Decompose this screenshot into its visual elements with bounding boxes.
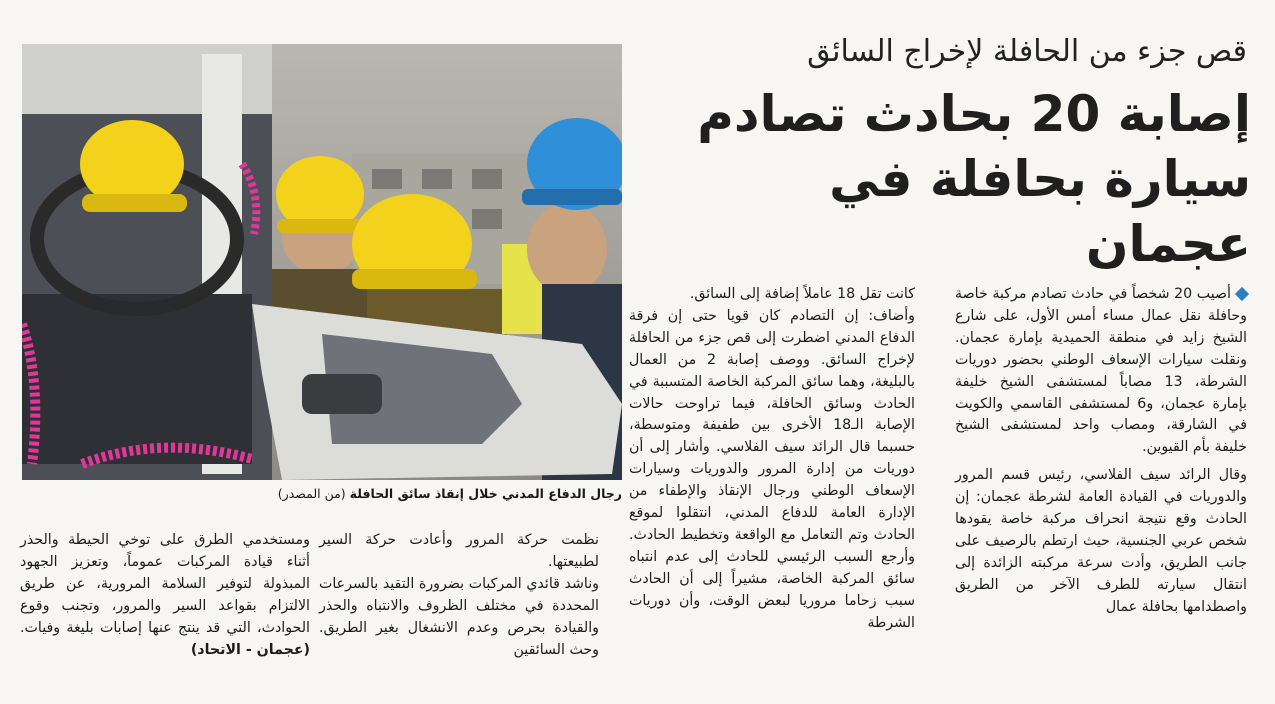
photo-caption [22,486,622,501]
column-1-paragraph-1 [955,284,1247,459]
article-headline [691,82,1251,277]
article-signature: (عجمان - الاتحاد) [190,641,310,658]
blue-diamond-icon [1235,287,1249,301]
column-4-paragraph-1 [20,530,310,661]
column-2-paragraph-2: وأضاف: إن التصادم كان قويا حتى إن فرقة الدفاع المدني اضطرت إلى قص جزء من الحافلة لإخراج السائق. ووصف إصابة 2 من العمال بالبليغة، وهما سائق المركبة الخاصة المتسببة في الحادث وسائق الحافلة، فيما تراوحت حالات الإصابة الـ18 الأخرى بين طفيفة ومتوسطة، حسبما قال الرائد سيف الفلاسي. وأشار إلى أن دوريات من إدارة المرور والدوريات وسيارات الإسعاف الوطني ورجال الإنقاذ والإطفاء من الإدارة العامة للدفاع المدني، انتقلوا لموقع الحادث وتم التعامل مع الواقعة وتخطيط الحادث. وأرجع السبب الرئيسي للحادث إلى عدم انتباه سائق المركبة الخاصة، مشيراً إلى أن الحادث سبب زحاما مروريا لبعض الوقت، وأن دوريات الشرطة [629,307,915,631]
article-column-4 [20,530,310,661]
rescue-photo [22,44,622,480]
column-3-paragraph-1: نظمت حركة المرور وأعادت حركة السير لطبيعتها. [319,532,599,570]
column-4-text: ومستخدمي الطرق على توخي الحيطة والحذر أثناء قيادة المركبات عموماً، وتعزيز الجهود المبذولة لتوفير السلامة المرورية، عن طريق الالتزام بقواعد السير والمرور، وتجنب وقوع الحوادث، التي قد ينتج عنها إصابات بليغة وفيات. [20,532,310,636]
caption-source: (من المصدر) [277,486,346,501]
headline-line-1: إصابة 20 بحادث تصادم [697,85,1251,143]
headline-line-2: سيارة بحافلة في عجمان [829,150,1251,273]
column-1-paragraph-1-text: أصيب 20 شخصاً في حادث تصادم مركبة خاصة وحافلة نقل عمال مساء أمس الأول، على شارع الشيخ زايد في منطقة الحميدية بإمارة عجمان. ونقلت سيارات الإسعاف الوطني بحضور دوريات الشرطة، 13 مصاباً لمستشفى الشيخ خليفة بإمارة عجمان، و6 لمستشفى القاسمي والكويت في الشارقة، ومصاب واحد لمستشفى الشيخ خليفة بأم القيوين. [955,286,1247,456]
article-column-2 [629,284,915,635]
article-kicker: قص جزء من الحافلة لإخراج السائق [807,34,1247,69]
article-column-3 [319,530,599,661]
caption-text: رجال الدفاع المدني خلال إنقاذ سائق الحافلة [349,486,622,501]
column-3-paragraph-2: وناشد قائدي المركبات بضرورة التقيد بالسرعات المحددة في مختلف الظروف والانتباه والحذر والقيادة بحرص وعدم الانشغال بغير الطريق. وحث السائقين [319,575,599,658]
article-column-1 [955,284,1247,619]
column-1-paragraph-2: وقال الرائد سيف الفلاسي، رئيس قسم المرور والدوريات في القيادة العامة لشرطة عجمان: إن الحادث وقع نتيجة انحراف مركبة خاصة يقودها شخص عربي الجنسية، حيث ارتطم بالرصيف على جانب الطريق، وأدت سرعة مركبته الزائدة إلى انتقال سيارته للطرف الآخر من الطريق واصطدامها بحافلة عمال [955,467,1247,615]
column-2-paragraph-1: كانت تقل 18 عاملاً إضافة إلى السائق. [689,286,915,302]
